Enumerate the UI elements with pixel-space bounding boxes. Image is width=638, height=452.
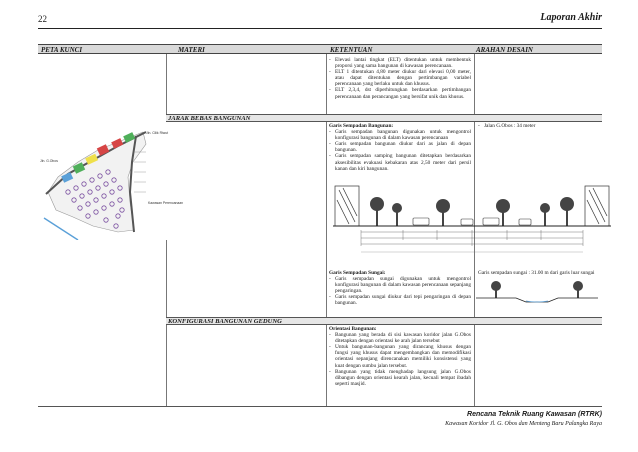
list-item: - ELT 2,3,4, dst diperhitungkan berdasarkan pertimbangan perencanaan dan perancangan yang bersifat unik dan khusus. bbox=[329, 87, 471, 99]
orientation-rules bbox=[329, 326, 471, 387]
running-head: Laporan Akhir bbox=[540, 12, 602, 23]
list-item: - ELT 1 ditentukan 4,80 meter diukur dari elevasi 0,00 meter, atau dapat ditentukan dengan pertimbangan variabel perencanaan yang berlaku untuk dan khusus. bbox=[329, 69, 471, 87]
bottom-rule bbox=[38, 406, 602, 407]
design-note: Garis sempadan sungai : 31.00 m dari garis luar sungai bbox=[478, 270, 595, 276]
list-item: - Elevasi lantai tingkat (ELT) ditentukan untuk membentuk proporsi yang sama bangunan di kawasan perencanaan. bbox=[329, 57, 471, 69]
header-materi: MATERI bbox=[178, 46, 205, 54]
map-label-road-a: Jln. Cilik Riwut bbox=[146, 131, 169, 135]
page-number: 22 bbox=[38, 14, 47, 24]
building-line-design-note bbox=[478, 123, 608, 129]
list-item: - Garis sempadan sungai digunakan untuk mengontrol konfigurasi bangunan di dalam kawasan perencanaan sepanjang pengaringan. bbox=[329, 276, 471, 294]
section-setback-title: JARAK BEBAS BANGUNAN bbox=[168, 115, 251, 122]
orientation-title: Orientasi Bangunan: bbox=[329, 326, 377, 332]
column-divider bbox=[326, 54, 327, 406]
map-label-road-b: Jln. G.Obos bbox=[40, 159, 58, 163]
river-water bbox=[526, 301, 548, 302]
building-line-rules bbox=[329, 123, 471, 172]
elevation-rules bbox=[329, 57, 471, 100]
header-peta-kunci: PETA KUNCI bbox=[41, 46, 83, 54]
footer-subtitle: Kawasan Koridor Jl. G. Obos dan Menteng Baru Palangka Raya bbox=[445, 421, 602, 427]
list-item: - Bangunan yang tidak menghadap langsung jalan G.Obos dibangun dengan orientasi kearah jalan, kecuali tempat ibadah seperti masjid. bbox=[329, 369, 471, 387]
building-line-title: Garis Sempadan Bangunan: bbox=[329, 123, 394, 129]
design-note: - Jalan G.Obos : 34 meter bbox=[478, 123, 608, 129]
header-arahan-desain: ARAHAN DESAIN bbox=[476, 46, 533, 54]
river-line-design-note bbox=[478, 270, 610, 276]
list-item: - Garis sempadan bangunan diukur dari as jalan di depan bangunan. bbox=[329, 141, 471, 153]
section-trees bbox=[370, 197, 574, 226]
footer-title: Rencana Teknik Ruang Kawasan (RTRK) bbox=[467, 411, 602, 418]
list-item: - Bangunan yang berada di sisi kawasan koridor jalan G.Obos ditetapkan dengan orientasi ke arah jalan tersebut bbox=[329, 332, 471, 344]
header-ketentuan: KETENTUAN bbox=[330, 46, 373, 54]
key-map bbox=[38, 122, 183, 240]
section-configuration-title: KONFIGURASI BANGUNAN GEDUNG bbox=[168, 318, 282, 325]
section-dimension-lines bbox=[361, 230, 583, 246]
table-header bbox=[38, 44, 602, 54]
river-bank bbox=[476, 298, 598, 302]
map-label-area: Kawasan Perencanaan bbox=[148, 201, 183, 205]
river-line-rules bbox=[329, 270, 471, 307]
river-section-drawing bbox=[476, 278, 598, 304]
list-item: - Garis sempadan samping bangunan ditetapkan berdasarkan aksesibilitas evakuasi kebakaran atas 2,50 meter dari persil kanan dan kiri bangunan. bbox=[329, 153, 471, 171]
river-line-title: Garis Sempadan Sungai: bbox=[329, 270, 386, 276]
section-vehicles bbox=[413, 218, 531, 225]
street-section-drawing bbox=[333, 178, 611, 258]
top-rule bbox=[38, 28, 602, 29]
section-configuration bbox=[166, 317, 602, 325]
list-item: - Untuk bangunan-bangunan yang dirancang khusus dengan fungsi yang khusus dapat mengembangkan dan memodifikasi orientasi sepanjang direncanakan memiliki konsistensi yang kuat dengan sumbu jalan tersebut. bbox=[329, 344, 471, 368]
list-item: - Garis sempadan sungai diukur dari tepi pengaringan di depan bangunan. bbox=[329, 294, 471, 306]
list-item: - Garis sempadan bangunan digunakan untuk mengontrol konfigurasi bangunan di dalam kawasan perencanaan bbox=[329, 129, 471, 141]
section-setback bbox=[166, 114, 602, 122]
